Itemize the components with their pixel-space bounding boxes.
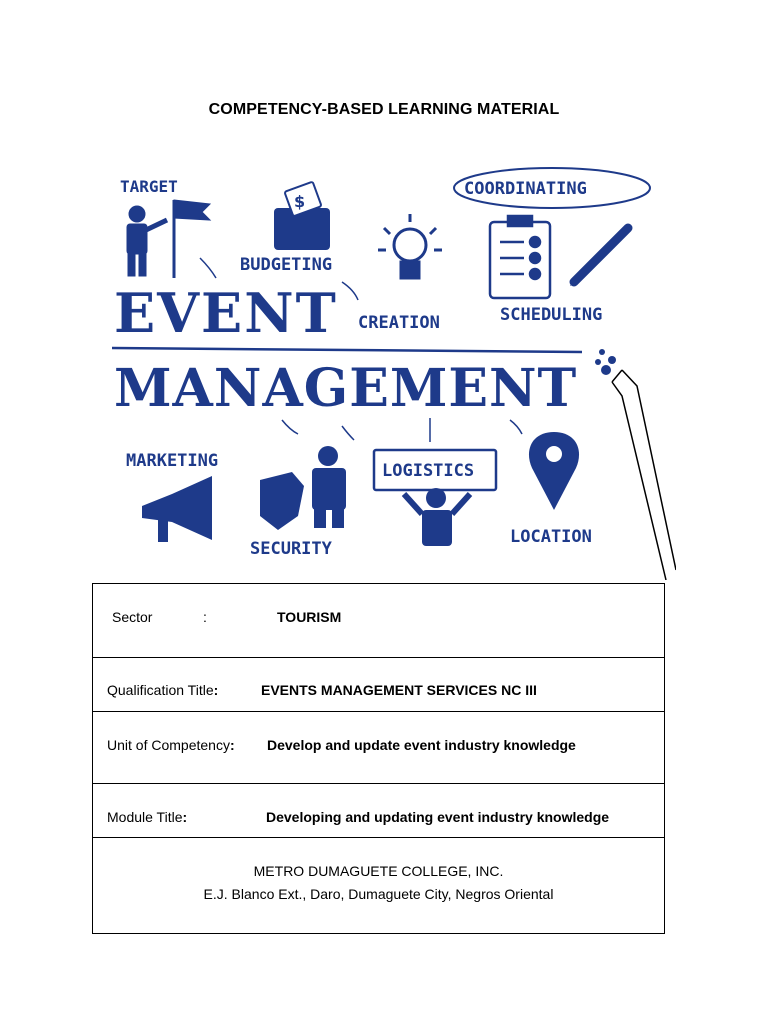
target-person-icon — [127, 200, 210, 278]
college-row — [93, 838, 664, 933]
unit-value: Develop and update event industry knowledge — [267, 737, 576, 753]
pencils-icon — [612, 370, 676, 580]
heading-management: MANAGEMENT — [114, 358, 578, 419]
keyword-marketing: MARKETING — [126, 451, 219, 471]
college-address: E.J. Blanco Ext., Daro, Dumaguete City, Negros Oriental — [203, 886, 554, 902]
pen-icon — [570, 228, 628, 286]
college-name: METRO DUMAGUETE COLLEGE, INC. — [253, 863, 504, 879]
ink-dots — [595, 349, 616, 375]
location-pin-icon — [529, 432, 579, 510]
sector-row — [93, 584, 664, 658]
unit-separator: : — [229, 737, 235, 753]
qualification-label: Qualification Title — [107, 682, 214, 698]
module-info-table — [92, 583, 665, 934]
keyword-budgeting: BUDGETING — [240, 255, 333, 275]
keyword-coordinating: COORDINATING — [464, 179, 587, 199]
heading-underline — [112, 348, 582, 352]
megaphone-icon — [142, 476, 212, 542]
event-management-illustration — [92, 150, 676, 580]
lightbulb-icon — [378, 214, 442, 278]
keyword-target: TARGET — [120, 177, 178, 196]
sign-holder-icon — [404, 488, 470, 546]
module-label: Module Title — [107, 809, 183, 825]
heading-event: EVENT — [114, 281, 338, 345]
security-person-icon — [260, 446, 346, 530]
qualification-value: EVENTS MANAGEMENT SERVICES NC III — [261, 682, 537, 698]
page-title: COMPETENCY-BASED LEARNING MATERIAL — [208, 101, 560, 118]
keyword-security: SECURITY — [250, 539, 332, 559]
svg-text:$: $ — [294, 192, 306, 211]
module-value: Developing and updating event industry knowledge — [266, 809, 610, 825]
clipboard-icon — [490, 216, 550, 298]
module-separator: : — [182, 809, 188, 825]
sector-label: Sector — [112, 609, 153, 625]
unit-row — [93, 712, 664, 784]
keyword-scheduling: SCHEDULING — [500, 305, 603, 325]
unit-label: Unit of Competency — [107, 737, 230, 753]
keyword-location: LOCATION — [510, 527, 592, 547]
keyword-creation: CREATION — [358, 313, 440, 333]
keyword-logistics: LOGISTICS — [382, 461, 475, 481]
qualification-separator: : — [213, 682, 219, 698]
sector-value: TOURISM — [277, 609, 342, 625]
sector-separator: : — [203, 609, 207, 625]
wallet-icon — [274, 182, 330, 250]
module-row — [93, 784, 664, 838]
qualification-row — [93, 658, 664, 712]
